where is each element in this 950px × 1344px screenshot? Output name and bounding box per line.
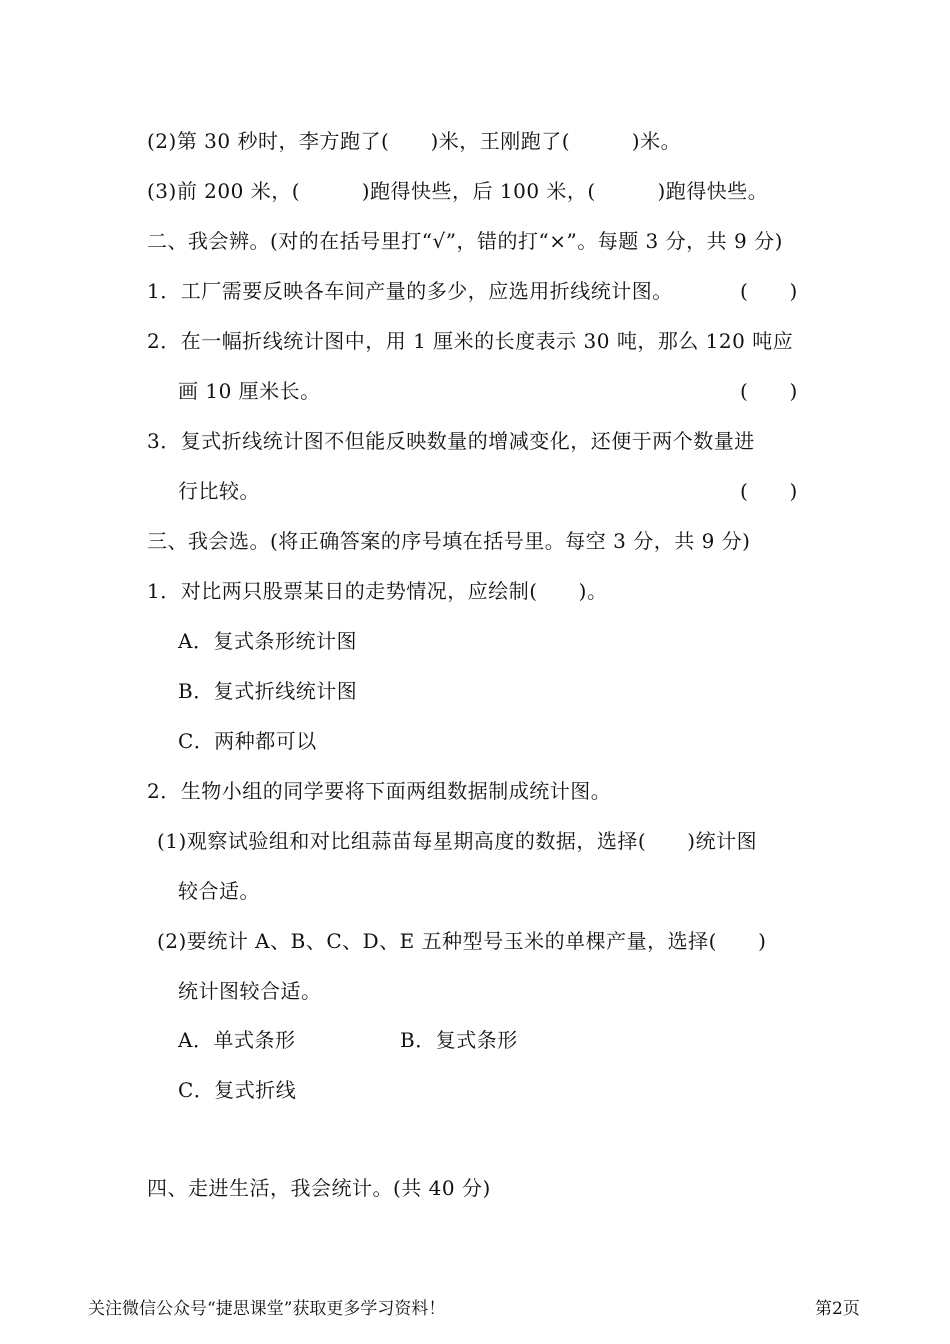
footer-notice: 关注微信公众号“捷思课堂”获取更多学习资料！	[88, 1299, 446, 1319]
choice-option-a: A．复式条形统计图	[178, 629, 357, 653]
judge-question-1: 1．工厂需要反映各车间产量的多少，应选用折线统计图。	[147, 279, 673, 303]
judge-question-2-cont: 画 10 厘米长。	[178, 379, 321, 403]
choice-option-b: B．复式折线统计图	[178, 679, 358, 703]
choice-question-1: 1．对比两只股票某日的走势情况，应绘制( )。	[147, 579, 608, 603]
judge-question-2: 2．在一幅折线统计图中，用 1 厘米的长度表示 30 吨，那么 120 吨应	[147, 329, 794, 353]
judge-answer-bracket-2: ( )	[740, 379, 798, 403]
choice-option-single-bar: A．单式条形	[178, 1028, 296, 1052]
section-2-title: 二、我会辨。(对的在括号里打“√”，错的打“×”。每题 3 分，共 9 分)	[147, 229, 783, 253]
section-3-title: 三、我会选。(将正确答案的序号填在括号里。每空 3 分，共 9 分)	[147, 529, 751, 553]
page-number: 第2页	[815, 1299, 860, 1319]
choice-option-c: C．两种都可以	[178, 729, 317, 753]
section-4-title: 四、走进生活，我会统计。(共 40 分)	[147, 1176, 491, 1200]
choice-question-2-1-cont: 较合适。	[178, 879, 260, 903]
choice-question-2-2: (2)要统计 A、B、C、D、E 五种型号玉米的单棵产量，选择( )	[157, 929, 767, 953]
judge-answer-bracket-3: ( )	[740, 479, 798, 503]
judge-question-3-cont: 行比较。	[178, 479, 260, 503]
choice-question-2-2-cont: 统计图较合适。	[178, 979, 322, 1003]
choice-question-2-1: (1)观察试验组和对比组蒜苗每星期高度的数据，选择( )统计图	[157, 829, 758, 853]
judge-question-3: 3．复式折线统计图不但能反映数量的增减变化，还便于两个数量进	[147, 429, 755, 453]
question-2-3: (3)前 200 米，( )跑得快些，后 100 米，( )跑得快些。	[147, 179, 769, 203]
question-2-2: (2)第 30 秒时，李方跑了( )米，王刚跑了( )米。	[147, 129, 682, 153]
choice-question-2: 2．生物小组的同学要将下面两组数据制成统计图。	[147, 779, 612, 803]
choice-option-compound-bar: B．复式条形	[400, 1028, 518, 1052]
judge-answer-bracket-1: ( )	[740, 279, 798, 303]
choice-option-compound-line: C．复式折线	[178, 1078, 297, 1102]
